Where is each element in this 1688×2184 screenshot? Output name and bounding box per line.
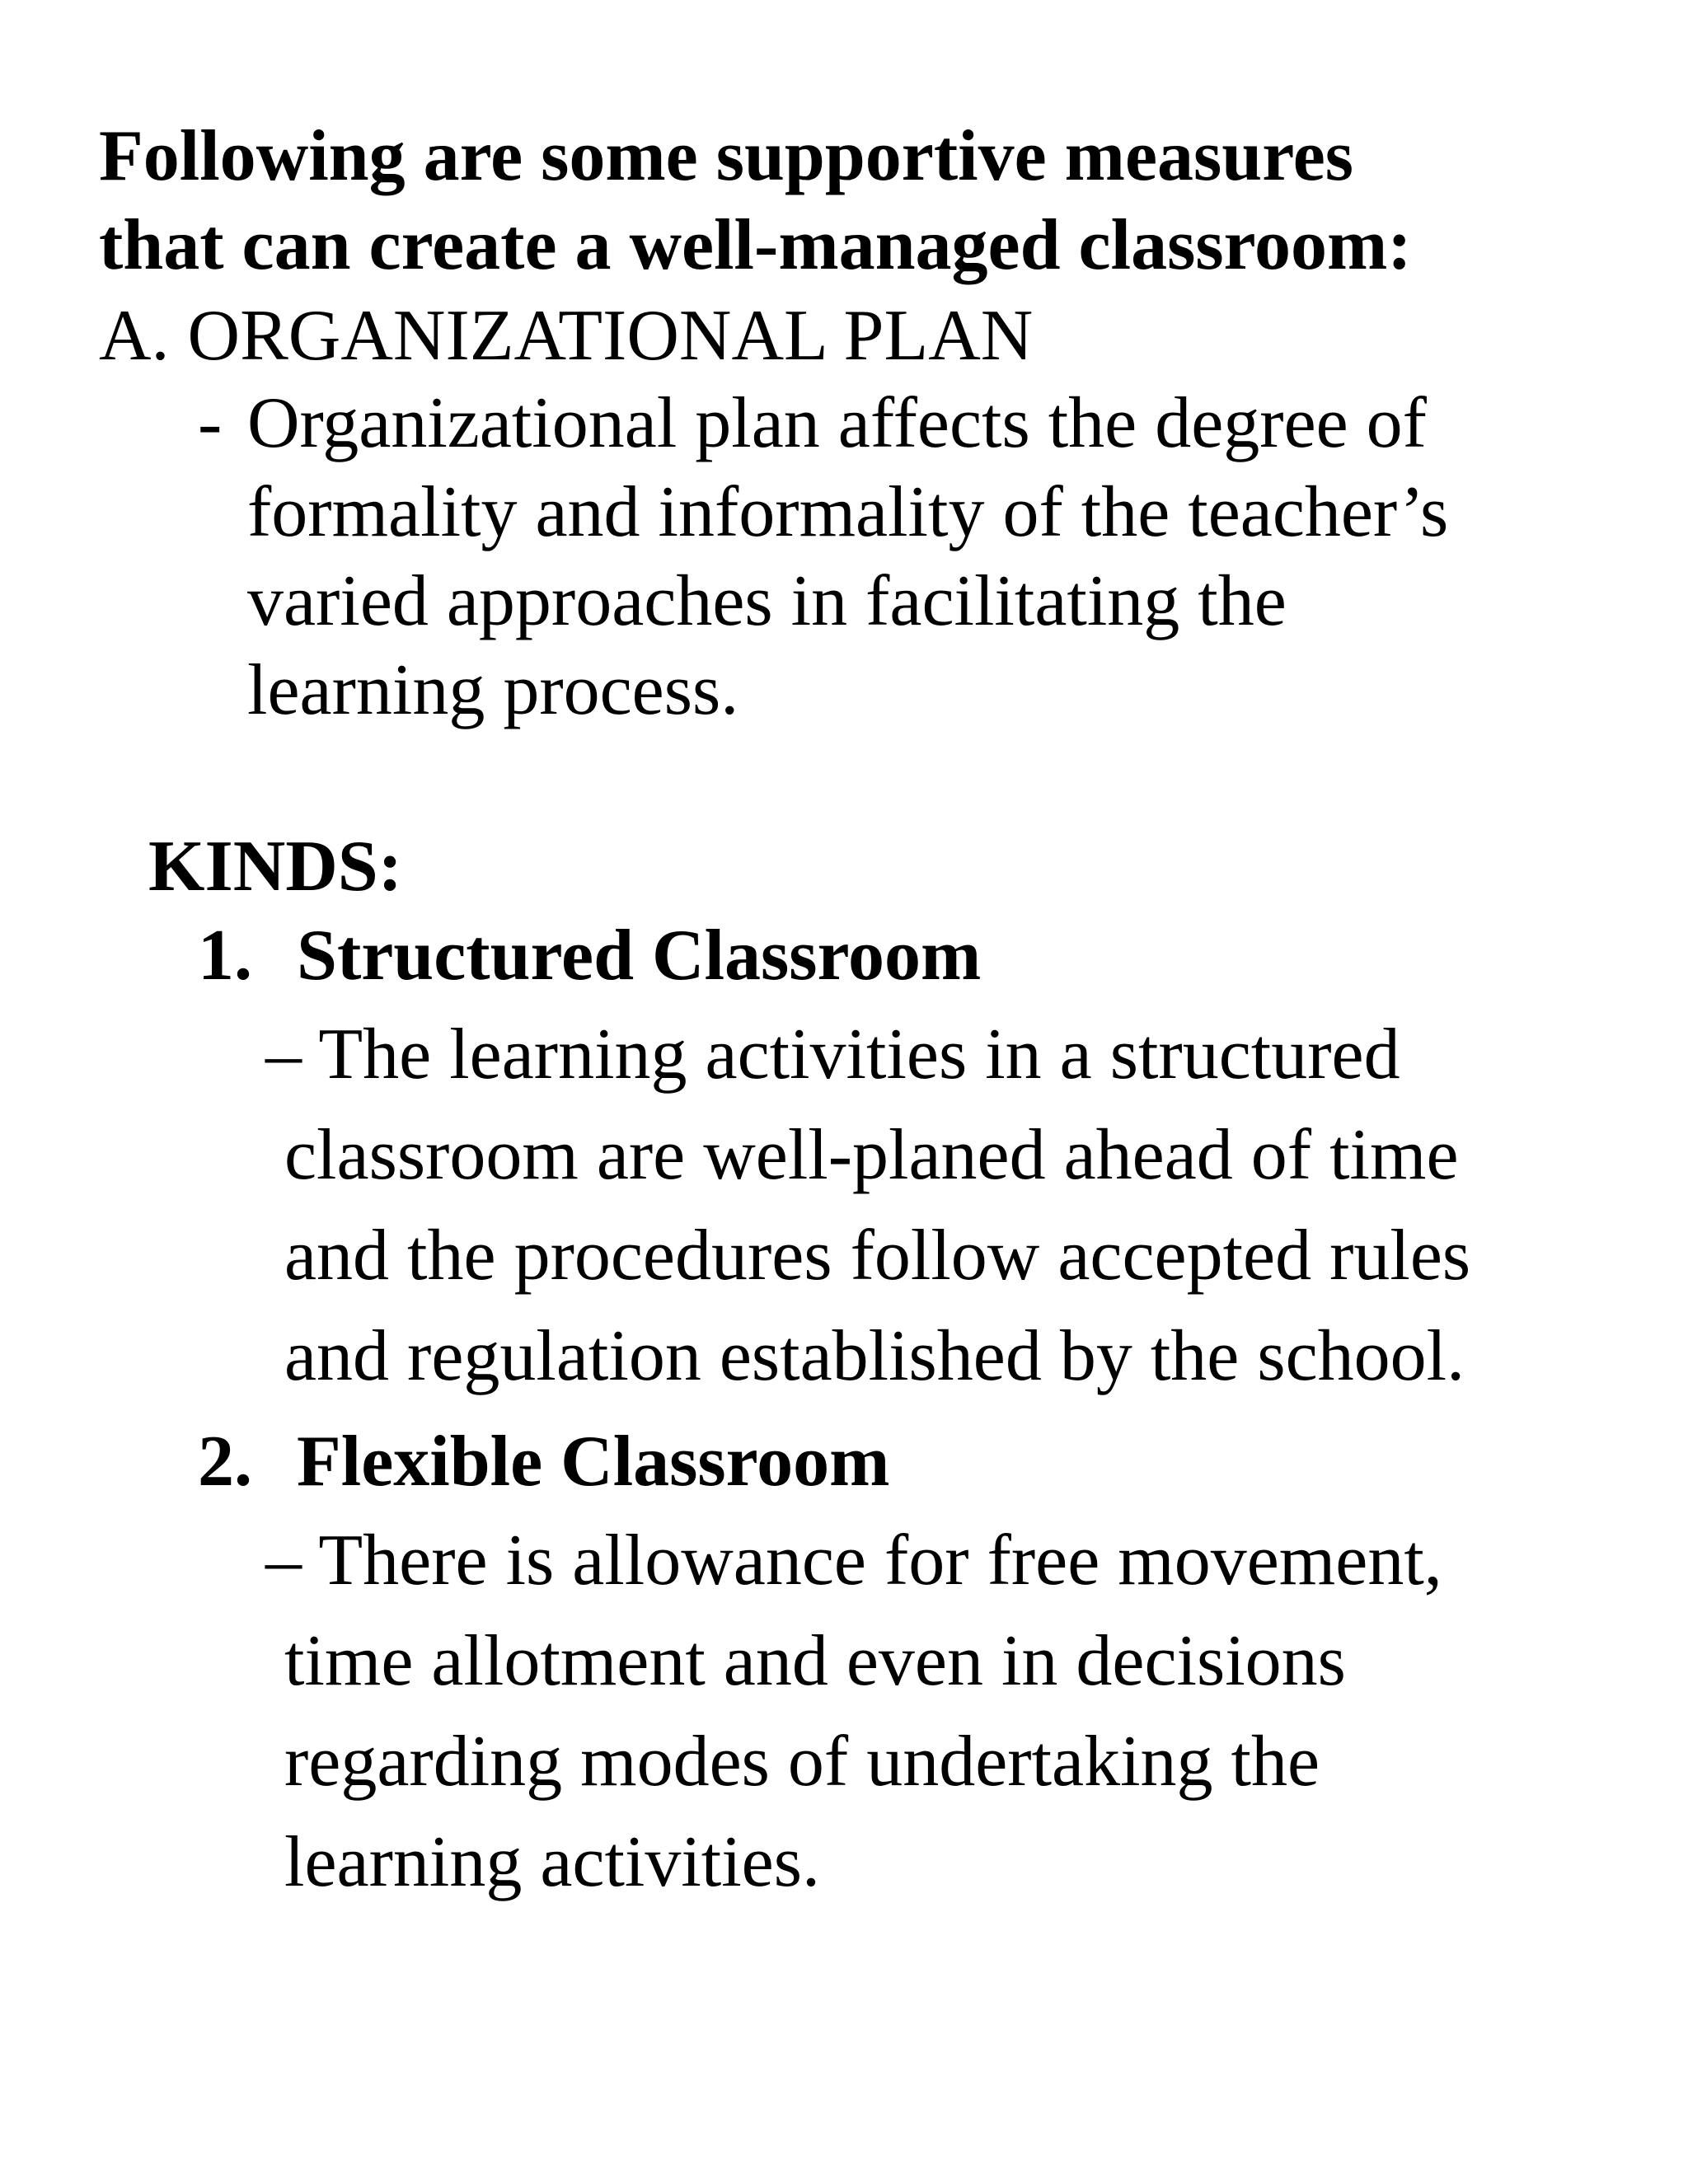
intro-line-1: Following are some supportive measures xyxy=(99,116,1353,196)
kind-item-title: Structured Classroom xyxy=(297,916,982,996)
intro-line-2: that can create a well-managed classroom: xyxy=(99,205,1412,285)
section-a-bullet: - xyxy=(198,383,223,463)
kind-item-2-text-line: learning activities. xyxy=(284,1822,820,1902)
kind-item-2-title xyxy=(198,1422,890,1502)
section-a-text-line: formality and informality of the teacher’s xyxy=(247,472,1449,552)
kind-item-2-text-line: time allotment and even in decisions xyxy=(284,1621,1346,1701)
section-a-heading: A. ORGANIZATIONAL PLAN xyxy=(99,296,1034,376)
kind-item-1-text-line: and the procedures follow accepted rules xyxy=(284,1216,1471,1296)
kind-item-2-text-line: – There is allowance for free movement, xyxy=(265,1521,1442,1601)
kind-item-1-text-line: – The learning activities in a structured xyxy=(265,1015,1400,1094)
kind-item-number: 1. xyxy=(198,916,252,996)
section-a-text-line: varied approaches in facilitating the xyxy=(247,561,1287,641)
section-a-text-line: learning process. xyxy=(247,650,739,730)
kind-item-1-title xyxy=(198,916,982,996)
section-a-text-line: Organizational plan affects the degree of xyxy=(247,383,1427,463)
kind-item-number: 2. xyxy=(198,1422,252,1502)
kind-item-1-text-line: and regulation established by the school. xyxy=(284,1316,1465,1396)
kind-item-title: Flexible Classroom xyxy=(297,1422,890,1502)
kind-item-1-text-line: classroom are well-planed ahead of time xyxy=(284,1115,1459,1195)
kinds-label: KINDS: xyxy=(148,827,403,907)
kind-item-2-text-line: regarding modes of undertaking the xyxy=(284,1722,1320,1802)
